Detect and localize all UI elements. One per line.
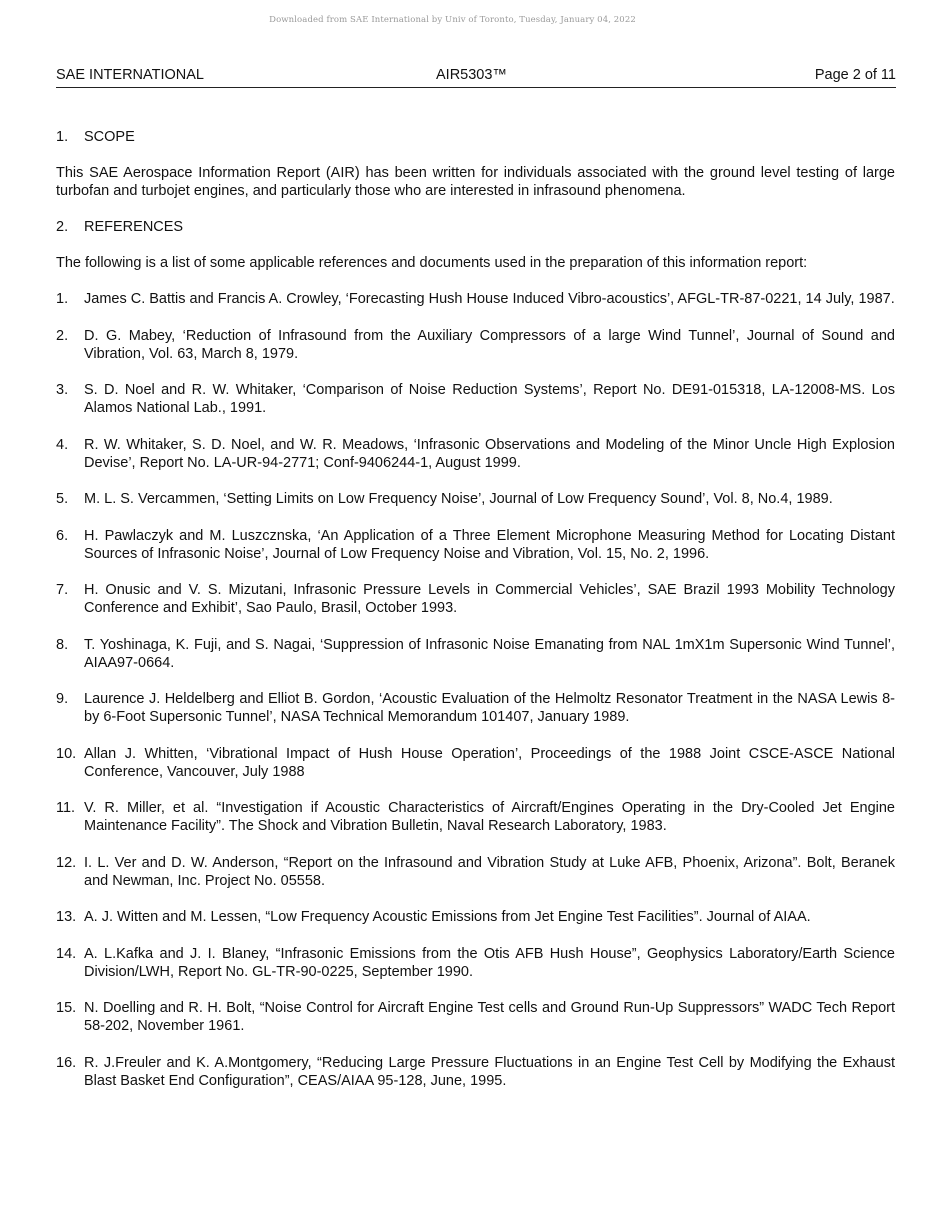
scope-section-number: 1.	[56, 129, 69, 145]
reference-item	[56, 745, 895, 781]
reference-text: Allan J. Whitten, ‘Vibrational Impact of Hush House Operation’, Proceedings of the 1988 Joint CSCE-ASCE National Conference, Vancouver, July 1988	[84, 745, 895, 780]
reference-text: R. W. Whitaker, S. D. Noel, and W. R. Meadows, ‘Infrasonic Observations and Modeling of the Minor Uncle High Explosion Devise’, Report No. LA-UR-94-2771; Conf-9406244-1, August 1999.	[84, 436, 895, 471]
reference-number: 8.	[56, 636, 69, 653]
reference-number: 15.	[56, 1000, 77, 1016]
reference-number: 3.	[56, 382, 69, 398]
reference-number: 4.	[56, 436, 69, 453]
reference-number: 16.	[56, 1054, 77, 1071]
reference-text: H. Onusic and V. S. Mizutani, Infrasonic Pressure Levels in Commercial Vehicles’, SAE Brazil 1993 Mobility Technology Conference and Exhibit’, Sao Paulo, Brasil, October 1993.	[84, 582, 895, 616]
reference-text: M. L. S. Vercammen, ‘Setting Limits on Low Frequency Noise’, Journal of Low Frequency Sound’, Vol. 8, No.4, 1989.	[84, 491, 833, 507]
reference-item	[56, 581, 895, 617]
reference-text: A. L.Kafka and J. I. Blaney, “Infrasonic Emissions from the Otis AFB Hush House”, Geophysics Laboratory/Earth Science Division/LWH, Report No. GL-TR-90-0225, September 1990.	[84, 945, 895, 980]
reference-number: 11.	[56, 800, 76, 816]
header-publisher: SAE INTERNATIONAL	[56, 67, 204, 83]
reference-text: V. R. Miller, et al. “Investigation if Acoustic Characteristics of Aircraft/Engines Operating in the Dry-Cooled Jet Engine Maintenance Facility”. The Shock and Vibration Bulletin, Naval Research Laboratory, 1983.	[84, 800, 895, 834]
references-section-title: REFERENCES	[84, 219, 184, 235]
reference-text: Laurence J. Heldelberg and Elliot B. Gordon, ‘Acoustic Evaluation of the Helmoltz Resonator Treatment in the NASA Lewis 8- by 6-Foot Supersonic Tunnel’, NASA Technical Memorandum 101407, January 1989.	[84, 691, 895, 725]
reference-text: N. Doelling and R. H. Bolt, “Noise Control for Aircraft Engine Test cells and Ground Run-Up Suppressors” WADC Tech Report 58-202, November 1961.	[84, 1000, 895, 1034]
reference-item	[56, 527, 895, 563]
reference-number: 10.	[56, 745, 77, 762]
page-header	[56, 66, 896, 88]
scope-paragraph: This SAE Aerospace Information Report (AIR) has been written for individuals associated with the ground level testing of large turbofan and turbojet engines, and particularly those who are interested in infrasound phenomena.	[56, 165, 895, 199]
reference-item	[56, 908, 895, 926]
reference-number: 13.	[56, 909, 77, 925]
references-intro: The following is a list of some applicable references and documents used in the preparation of this information report:	[56, 255, 808, 271]
reference-item	[56, 636, 895, 672]
reference-text: T. Yoshinaga, K. Fuji, and S. Nagai, ‘Suppression of Infrasonic Noise Emanating from NAL 1mX1m Supersonic Wind Tunnel’, AIAA97-0664.	[84, 636, 895, 671]
reference-item	[56, 490, 895, 508]
reference-item	[56, 1054, 895, 1090]
references-heading	[56, 218, 895, 236]
reference-number: 14.	[56, 945, 77, 962]
reference-list	[56, 290, 895, 1090]
reference-number: 2.	[56, 327, 69, 344]
header-document-id: AIR5303™	[436, 67, 507, 83]
reference-text: S. D. Noel and R. W. Whitaker, ‘Comparison of Noise Reduction Systems’, Report No. DE91-015318, LA-12008-MS. Los Alamos National Lab., 1991.	[84, 382, 895, 416]
reference-item	[56, 854, 895, 890]
download-watermark: Downloaded from SAE International by Univ of Toronto, Tuesday, January 04, 2022	[269, 15, 636, 25]
reference-item	[56, 327, 895, 363]
reference-item	[56, 999, 895, 1035]
reference-text: I. L. Ver and D. W. Anderson, “Report on the Infrasound and Vibration Study at Luke AFB, Phoenix, Arizona”. Bolt, Beranek and Newman, Inc. Project No. 05558.	[84, 854, 895, 889]
reference-number: 1.	[56, 291, 69, 307]
scope-section-title: SCOPE	[84, 129, 135, 145]
reference-text: A. J. Witten and M. Lessen, “Low Frequency Acoustic Emissions from Jet Engine Test Facilities”. Journal of AIAA.	[84, 909, 811, 925]
header-page-number: Page 2 of 11	[814, 67, 896, 83]
reference-item	[56, 799, 895, 835]
document-body	[56, 128, 895, 1108]
reference-text: H. Pawlaczyk and M. Luszcznska, ‘An Application of a Three Element Microphone Measuring Method for Locating Distant Sources of Infrasonic Noise’, Journal of Low Frequency Noise and Vibration, Vol. 15, No. 2, 1996.	[84, 527, 895, 562]
reference-item	[56, 690, 895, 726]
reference-item	[56, 381, 895, 417]
reference-text: James C. Battis and Francis A. Crowley, ‘Forecasting Hush House Induced Vibro-acoustics’, AFGL-TR-87-0221, 14 July, 1987.	[84, 291, 895, 307]
reference-item	[56, 290, 895, 308]
reference-text: D. G. Mabey, ‘Reduction of Infrasound from the Auxiliary Compressors of a large Wind Tunnel’, Journal of Sound and Vibration, Vol. 63, March 8, 1979.	[84, 327, 895, 362]
reference-number: 9.	[56, 691, 69, 707]
scope-heading	[56, 128, 895, 146]
references-section-number: 2.	[56, 219, 69, 235]
reference-text: R. J.Freuler and K. A.Montgomery, “Reducing Large Pressure Fluctuations in an Engine Test Cell by Modifying the Exhaust Blast Basket End Configuration”, CEAS/AIAA 95-128, June, 1995.	[84, 1054, 895, 1089]
reference-number: 5.	[56, 491, 69, 507]
reference-item	[56, 436, 895, 472]
reference-number: 6.	[56, 527, 69, 544]
reference-number: 12.	[56, 854, 77, 871]
reference-number: 7.	[56, 582, 69, 598]
reference-item	[56, 945, 895, 981]
